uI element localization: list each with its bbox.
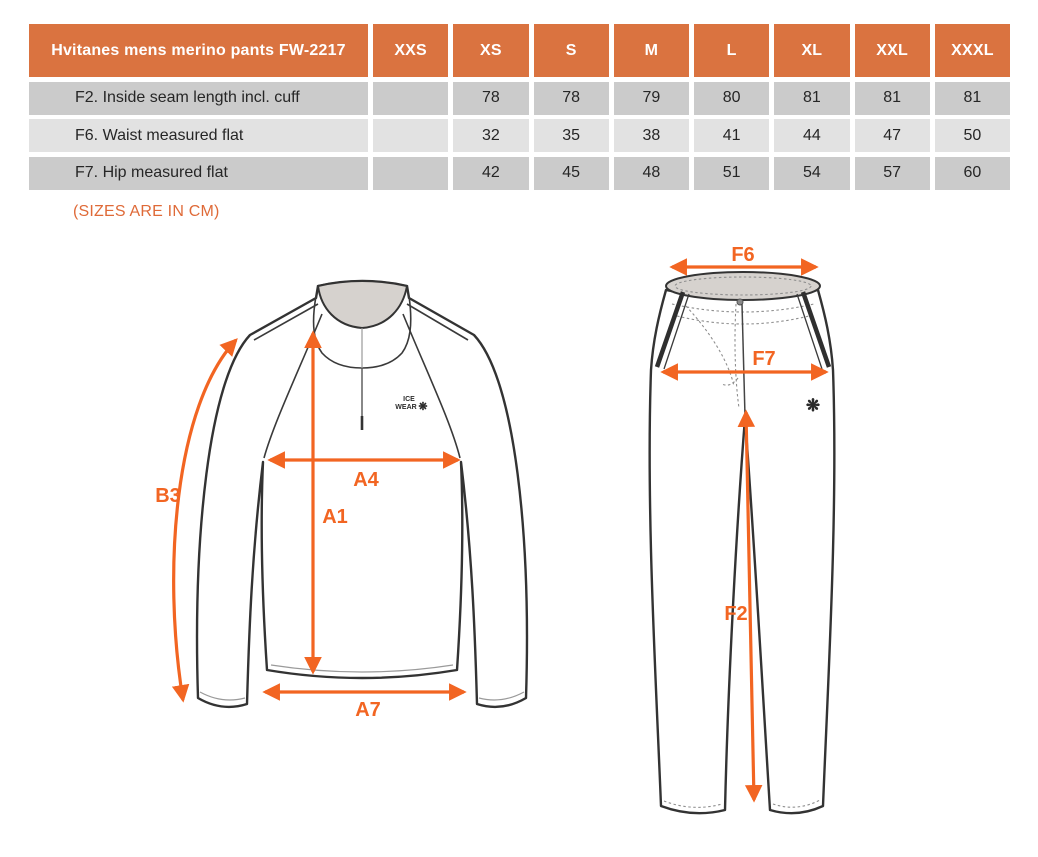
value-f6-xl: 44	[774, 119, 849, 152]
value-f7-xxs	[373, 157, 448, 190]
pants-outline	[650, 290, 835, 813]
value-f7-m: 48	[614, 157, 689, 190]
label-a7: A7	[355, 699, 381, 721]
value-f2-m: 79	[614, 82, 689, 115]
value-f7-xxxl: 60	[935, 157, 1010, 190]
size-header-xxl: XXL	[855, 24, 930, 77]
measurement-label-f6: F6. Waist measured flat	[29, 119, 368, 152]
value-f2-xxl: 81	[855, 82, 930, 115]
size-header-xl: XL	[774, 24, 849, 77]
logo-snowflake-icon: ❋	[418, 401, 428, 413]
value-f2-s: 78	[534, 82, 609, 115]
value-f6-l: 41	[694, 119, 769, 152]
value-f6-xs: 32	[453, 119, 528, 152]
value-f2-l: 80	[694, 82, 769, 115]
size-header-xxxl: XXXL	[935, 24, 1010, 77]
shirt-diagram	[150, 240, 600, 740]
size-header-l: L	[694, 24, 769, 77]
product-header-cell: Hvitanes mens merino pants FW-2217	[29, 24, 368, 77]
pants-diagram	[630, 240, 890, 840]
label-f7: F7	[752, 348, 776, 370]
waistband-top	[666, 272, 820, 300]
value-f2-xs: 78	[453, 82, 528, 115]
value-f7-s: 45	[534, 157, 609, 190]
units-note: (SIZES ARE IN CM)	[73, 203, 220, 220]
pants-snowflake-icon: ❋	[805, 396, 821, 415]
label-a4: A4	[353, 469, 379, 491]
label-f6: F6	[731, 244, 755, 266]
value-f6-xxxl: 50	[935, 119, 1010, 152]
value-f2-xl: 81	[774, 82, 849, 115]
size-header-s: S	[534, 24, 609, 77]
logo-text-ice: ICE	[403, 396, 415, 403]
logo-text-wear: WEAR	[395, 404, 417, 411]
label-f2: F2	[724, 603, 748, 625]
label-a1: A1	[322, 506, 348, 528]
size-header-m: M	[614, 24, 689, 77]
value-f7-xs: 42	[453, 157, 528, 190]
measurement-label-f7: F7. Hip measured flat	[29, 157, 368, 190]
value-f2-xxs	[373, 82, 448, 115]
value-f7-xxl: 57	[855, 157, 930, 190]
value-f6-m: 38	[614, 119, 689, 152]
size-table	[29, 24, 1010, 190]
value-f7-xl: 54	[774, 157, 849, 190]
label-b3: B3	[155, 485, 181, 507]
size-header-xxs: XXS	[373, 24, 448, 77]
size-header-xs: XS	[453, 24, 528, 77]
value-f7-l: 51	[694, 157, 769, 190]
measurement-label-f2: F2. Inside seam length incl. cuff	[29, 82, 368, 115]
value-f6-xxs	[373, 119, 448, 152]
value-f6-xxl: 47	[855, 119, 930, 152]
value-f2-xxxl: 81	[935, 82, 1010, 115]
value-f6-s: 35	[534, 119, 609, 152]
